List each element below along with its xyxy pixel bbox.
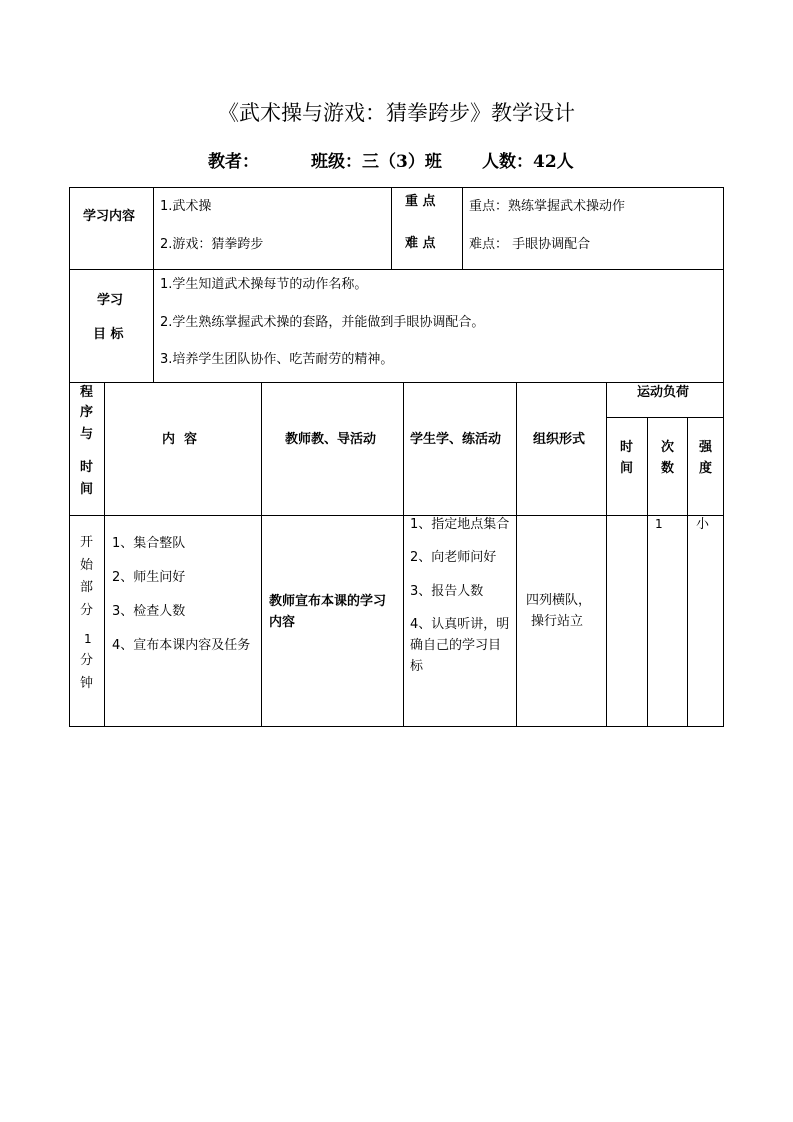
header-time: 间 bbox=[620, 461, 634, 476]
header-organization: 组织形式 bbox=[533, 432, 586, 447]
organization-form: 操行站立 bbox=[531, 614, 584, 629]
row-content-item: 2、师生问好 bbox=[112, 570, 186, 585]
goal-item: 1.学生知道武术操每节的动作名称。 bbox=[160, 277, 368, 292]
teacher-activity: 内容 bbox=[269, 615, 296, 630]
goal-item: 2.学生熟练掌握武术操的套路，并能做到手眼协调配合。 bbox=[160, 315, 485, 330]
organization-form: 四列横队， bbox=[526, 593, 592, 608]
student-activity: 2、向老师问好 bbox=[410, 550, 497, 565]
header-load: 运动负荷 bbox=[637, 385, 690, 400]
student-activity: 标 bbox=[410, 659, 424, 674]
row-content-item: 3、检查人数 bbox=[112, 604, 186, 619]
student-activity: 确自己的学习目 bbox=[410, 638, 502, 653]
difficulty-label: 难 点 bbox=[405, 236, 436, 251]
student-activity: 3、报告人数 bbox=[410, 584, 484, 599]
student-count: 人数：42人 bbox=[482, 152, 574, 172]
section-label: 钟 bbox=[80, 676, 94, 691]
student-activity: 1、指定地点集合 bbox=[410, 517, 510, 532]
header-times: 数 bbox=[661, 461, 675, 476]
teacher-label: 教者： bbox=[208, 152, 259, 172]
load-times: 1 bbox=[655, 517, 663, 531]
section-label: 分 bbox=[80, 603, 94, 618]
class-info: 班级：三（3）班 bbox=[311, 152, 442, 172]
student-activity: 4、认真听讲，明 bbox=[410, 617, 510, 632]
row-content-item: 4、宣布本课内容及任务 bbox=[112, 638, 251, 653]
header-sequence: 与 bbox=[80, 427, 94, 442]
content-label: 学习内容 bbox=[83, 209, 136, 224]
goal-item: 3.培养学生团队协作、吃苦耐劳的精神。 bbox=[160, 352, 394, 367]
section-label: 始 bbox=[80, 558, 94, 573]
key-point: 重点：熟练掌握武术操动作 bbox=[469, 199, 626, 214]
document-title: 《武术操与游戏：猜拳跨步》教学设计 bbox=[218, 101, 575, 125]
header-sequence: 间 bbox=[80, 482, 94, 497]
header-sequence: 程 bbox=[80, 385, 94, 400]
load-intensity: 小 bbox=[696, 517, 710, 532]
header-student: 学生学、练活动 bbox=[410, 432, 502, 447]
section-duration: 1 bbox=[84, 632, 92, 646]
row-content-item: 1、集合整队 bbox=[112, 536, 186, 551]
teacher-activity: 教师宣布本课的学习 bbox=[269, 594, 387, 609]
header-time: 时 bbox=[620, 440, 634, 455]
section-label: 部 bbox=[80, 580, 94, 595]
goals-label: 目 标 bbox=[93, 327, 124, 342]
goals-label: 学习 bbox=[97, 293, 124, 308]
header-content: 内 容 bbox=[162, 432, 198, 447]
key-label: 重 点 bbox=[405, 194, 436, 209]
header-sequence: 时 bbox=[80, 460, 94, 475]
header-intensity: 度 bbox=[699, 461, 713, 476]
header-sequence: 序 bbox=[80, 405, 94, 420]
header-times: 次 bbox=[661, 440, 675, 455]
content-item: 1.武术操 bbox=[160, 199, 212, 214]
header-teacher: 教师教、导活动 bbox=[285, 432, 377, 447]
content-item: 2.游戏：猜拳跨步 bbox=[160, 237, 264, 252]
section-label: 分 bbox=[80, 653, 94, 668]
header-intensity: 强 bbox=[699, 440, 713, 455]
section-label: 开 bbox=[80, 535, 94, 550]
difficulty-point: 难点： 手眼协调配合 bbox=[469, 237, 591, 252]
